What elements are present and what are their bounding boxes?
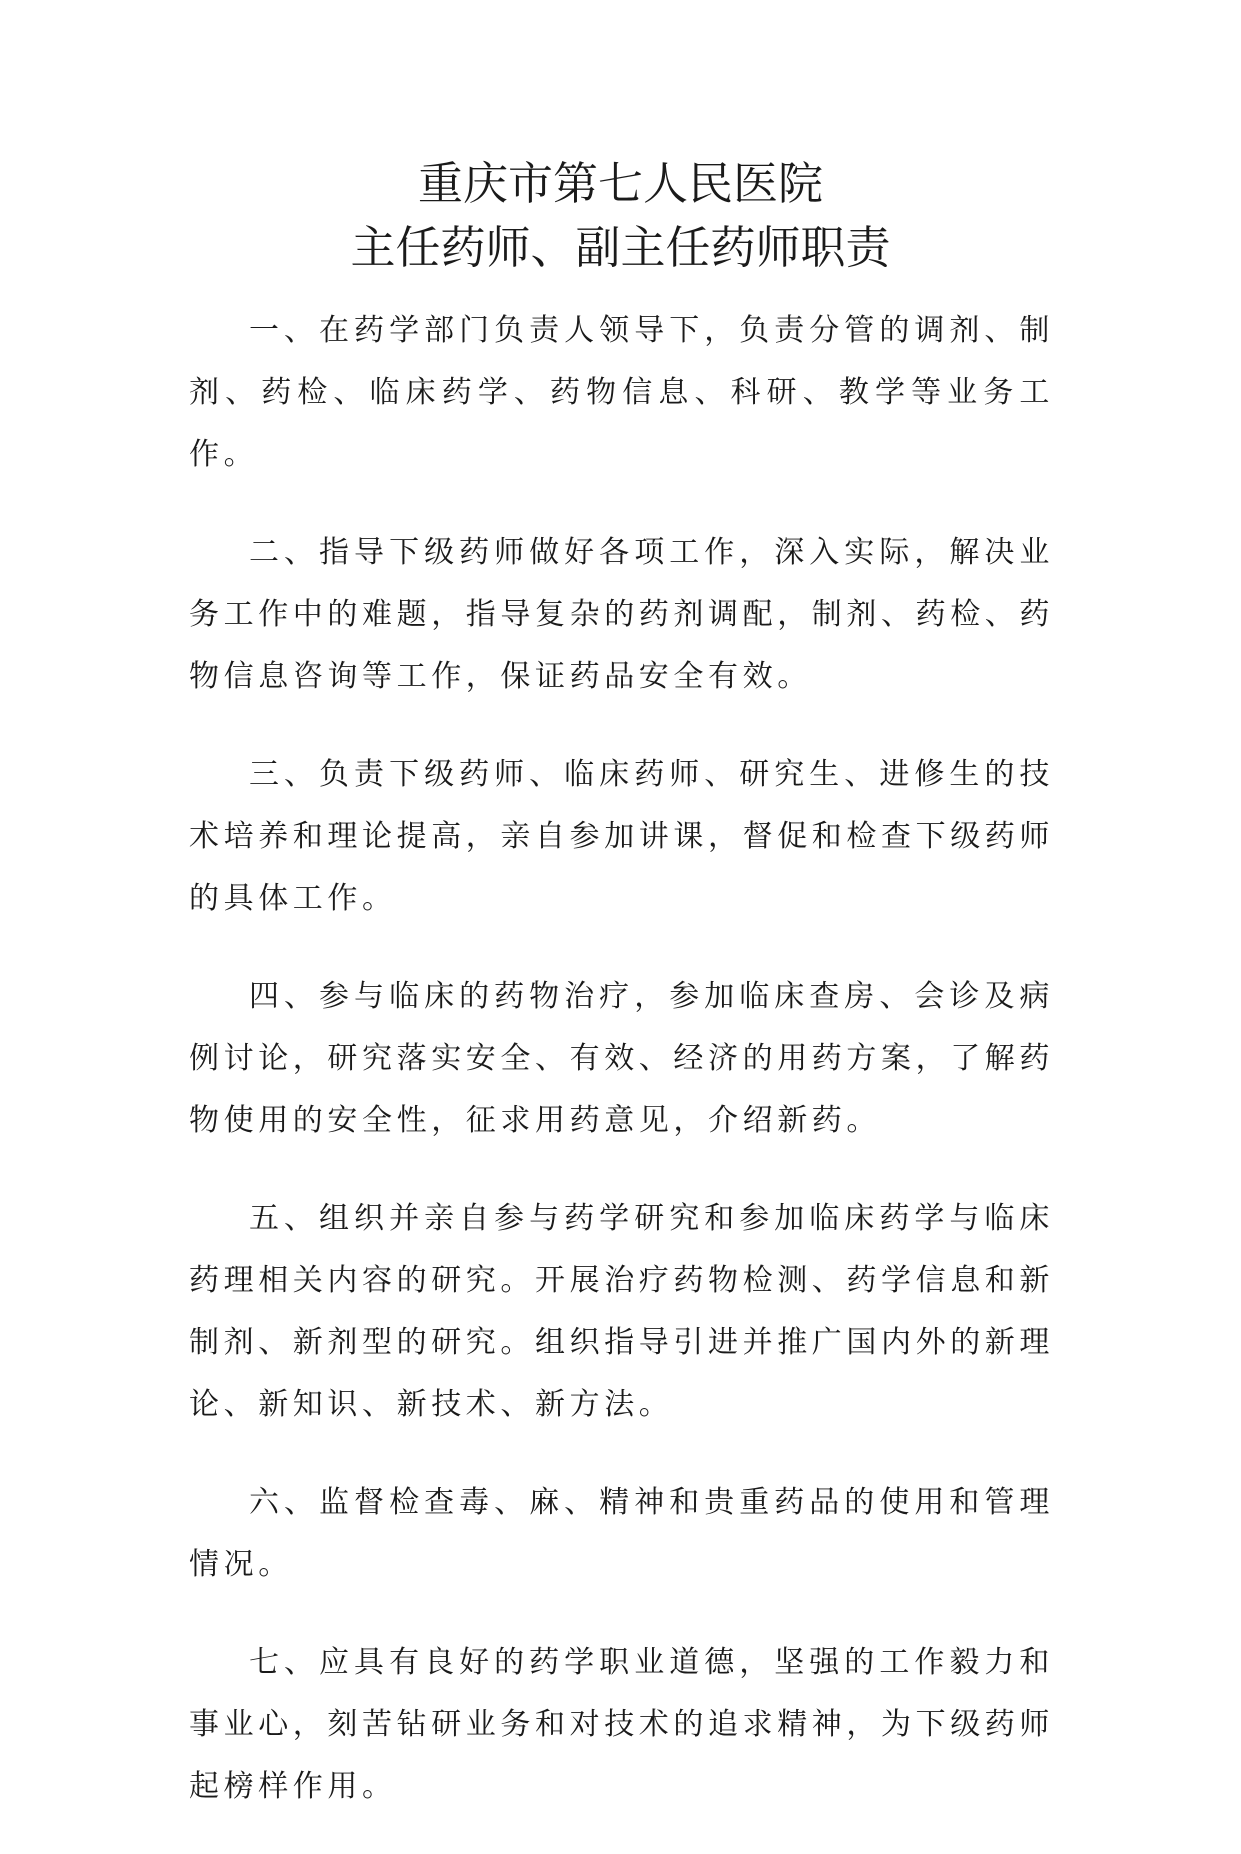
paragraph-5: 五、组织并亲自参与药学研究和参加临床药学与临床药理相关内容的研究。开展治疗药物检测、药学信息和新制剂、新剂型的研究。组织指导引进并推广国内外的新理论、新知识、新技术、新方法。 [189, 1201, 1054, 1422]
document-title [0, 152, 1241, 280]
paragraph-2: 二、指导下级药师做好各项工作，深入实际，解决业务工作中的难题，指导复杂的药剂调配，制剂、药检、药物信息咨询等工作，保证药品安全有效。 [189, 535, 1054, 694]
title-duty-name: 主任药师、副主任药师职责 [350, 221, 891, 274]
paragraph-4: 四、参与临床的药物治疗，参加临床查房、会诊及病例讨论，研究落实安全、有效、经济的用药方案，了解药物使用的安全性，征求用药意见，介绍新药。 [189, 979, 1054, 1138]
paragraph-6: 六、监督检查毒、麻、精神和贵重药品的使用和管理情况。 [189, 1485, 1054, 1582]
paragraph-1: 一、在药学部门负责人领导下，负责分管的调剂、制剂、药检、临床药学、药物信息、科研、教学等业务工作。 [189, 313, 1054, 472]
paragraph-3: 三、负责下级药师、临床药师、研究生、进修生的技术培养和理论提高，亲自参加讲课，督促和检查下级药师的具体工作。 [189, 757, 1054, 916]
title-hospital-name: 重庆市第七人民医院 [417, 157, 823, 210]
paragraph-7: 七、应具有良好的药学职业道德，坚强的工作毅力和事业心，刻苦钻研业务和对技术的追求精神，为下级药师起榜样作用。 [189, 1645, 1054, 1804]
document-body [189, 300, 1054, 1854]
